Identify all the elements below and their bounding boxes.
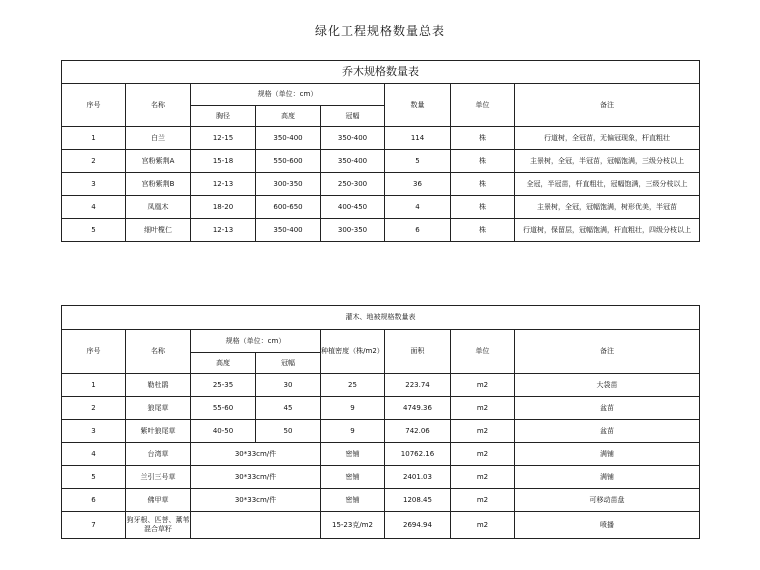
cell-area: 2694.94 bbox=[385, 512, 451, 539]
cell-unit: m2 bbox=[451, 374, 515, 397]
cell-area: 1208.45 bbox=[385, 489, 451, 512]
header-girth: 胸径 bbox=[191, 106, 256, 127]
cell-name: 凤凰木 bbox=[126, 196, 191, 219]
table-caption: 灌木、地被规格数量表 bbox=[62, 306, 700, 330]
cell-density: 15-23克/m2 bbox=[321, 512, 385, 539]
cell-crown: 250-300 bbox=[321, 173, 385, 196]
cell-index: 3 bbox=[62, 420, 126, 443]
header-unit: 单位 bbox=[451, 84, 515, 127]
cell-girth: 15-18 bbox=[191, 150, 256, 173]
header-name: 名称 bbox=[126, 330, 191, 374]
header-spec: 规格（单位：cm） bbox=[191, 84, 385, 106]
header-area: 面积 bbox=[385, 330, 451, 374]
cell-height: 350-400 bbox=[256, 219, 321, 242]
cell-unit: m2 bbox=[451, 512, 515, 539]
cell-crown: 45 bbox=[256, 397, 321, 420]
cell-area: 4749.36 bbox=[385, 397, 451, 420]
cell-area: 10762.16 bbox=[385, 443, 451, 466]
table-row bbox=[62, 397, 700, 420]
cell-area: 742.06 bbox=[385, 420, 451, 443]
cell-qty: 114 bbox=[385, 127, 451, 150]
cell-remark: 可移动苗盘 bbox=[515, 489, 700, 512]
header-crown: 冠幅 bbox=[256, 353, 321, 374]
table-row bbox=[62, 127, 700, 150]
header-height: 高度 bbox=[256, 106, 321, 127]
cell-remark: 盆苗 bbox=[515, 397, 700, 420]
cell-height: 350-400 bbox=[256, 127, 321, 150]
header-density: 种植密度（株/m2） bbox=[321, 330, 385, 374]
cell-crown: 50 bbox=[256, 420, 321, 443]
header-remark: 备注 bbox=[515, 84, 700, 127]
header-qty: 数量 bbox=[385, 84, 451, 127]
table-row bbox=[62, 173, 700, 196]
table-row bbox=[62, 443, 700, 466]
cell-unit: 株 bbox=[451, 196, 515, 219]
cell-remark: 全冠，半冠苗，杆直粗壮，冠幅饱满，三级分枝以上 bbox=[515, 173, 700, 196]
cell-index: 5 bbox=[62, 466, 126, 489]
cell-index: 1 bbox=[62, 127, 126, 150]
cell-index: 3 bbox=[62, 173, 126, 196]
cell-spec: 30*33cm/件 bbox=[191, 443, 321, 466]
cell-unit: 株 bbox=[451, 127, 515, 150]
cell-remark: 满铺 bbox=[515, 466, 700, 489]
cell-qty: 36 bbox=[385, 173, 451, 196]
cell-name: 狗牙根、匹菩、薰苇混合草籽 bbox=[126, 512, 191, 539]
cell-remark: 喷播 bbox=[515, 512, 700, 539]
cell-remark: 行道树，保留层，冠幅饱满，杆直粗壮，四级分枝以上 bbox=[515, 219, 700, 242]
header-height: 高度 bbox=[191, 353, 256, 374]
cell-name: 狼尾草 bbox=[126, 397, 191, 420]
cell-density: 密铺 bbox=[321, 489, 385, 512]
cell-crown: 400-450 bbox=[321, 196, 385, 219]
table-row bbox=[62, 489, 700, 512]
cell-index: 4 bbox=[62, 196, 126, 219]
header-remark: 备注 bbox=[515, 330, 700, 374]
cell-name: 台湾草 bbox=[126, 443, 191, 466]
header-spec: 规格（单位：cm） bbox=[191, 330, 321, 353]
header-crown: 冠幅 bbox=[321, 106, 385, 127]
cell-density: 9 bbox=[321, 420, 385, 443]
cell-height: 40-50 bbox=[191, 420, 256, 443]
cell-unit: 株 bbox=[451, 150, 515, 173]
table-caption: 乔木规格数量表 bbox=[62, 61, 700, 84]
shrub-spec-table bbox=[61, 305, 700, 539]
cell-index: 2 bbox=[62, 150, 126, 173]
header-index: 序号 bbox=[62, 84, 126, 127]
cell-remark: 主景树，全冠，半冠苗，冠幅饱满，三级分枝以上 bbox=[515, 150, 700, 173]
cell-spec: 30*33cm/件 bbox=[191, 489, 321, 512]
tree-spec-table bbox=[61, 60, 700, 242]
cell-crown: 300-350 bbox=[321, 219, 385, 242]
page-title: 绿化工程规格数量总表 bbox=[314, 24, 445, 38]
header-unit: 单位 bbox=[451, 330, 515, 374]
cell-unit: m2 bbox=[451, 466, 515, 489]
cell-crown: 350-400 bbox=[321, 150, 385, 173]
cell-area: 2401.03 bbox=[385, 466, 451, 489]
cell-index: 2 bbox=[62, 397, 126, 420]
cell-name: 细叶榄仁 bbox=[126, 219, 191, 242]
cell-index: 1 bbox=[62, 374, 126, 397]
cell-girth: 18-20 bbox=[191, 196, 256, 219]
table-row bbox=[62, 374, 700, 397]
cell-density: 密铺 bbox=[321, 443, 385, 466]
cell-crown: 350-400 bbox=[321, 127, 385, 150]
table-row bbox=[62, 420, 700, 443]
cell-index: 6 bbox=[62, 489, 126, 512]
cell-height: 550-600 bbox=[256, 150, 321, 173]
cell-unit: 株 bbox=[451, 219, 515, 242]
cell-index: 7 bbox=[62, 512, 126, 539]
header-index: 序号 bbox=[62, 330, 126, 374]
cell-area: 223.74 bbox=[385, 374, 451, 397]
cell-girth: 12-15 bbox=[191, 127, 256, 150]
cell-unit: m2 bbox=[451, 443, 515, 466]
cell-remark: 行道树，全冠苗，无偏冠现象，杆直粗壮 bbox=[515, 127, 700, 150]
table-row bbox=[62, 512, 700, 539]
cell-remark: 盆苗 bbox=[515, 420, 700, 443]
cell-unit: m2 bbox=[451, 397, 515, 420]
cell-height: 600-650 bbox=[256, 196, 321, 219]
cell-name: 紫叶狼尾草 bbox=[126, 420, 191, 443]
cell-name: 宫粉紫荆B bbox=[126, 173, 191, 196]
cell-unit: m2 bbox=[451, 420, 515, 443]
cell-density: 密铺 bbox=[321, 466, 385, 489]
cell-name: 佛甲草 bbox=[126, 489, 191, 512]
table-row bbox=[62, 219, 700, 242]
table-row bbox=[62, 196, 700, 219]
cell-height: 55-60 bbox=[191, 397, 256, 420]
cell-name: 兰引三号草 bbox=[126, 466, 191, 489]
cell-spec bbox=[191, 512, 321, 539]
cell-crown: 30 bbox=[256, 374, 321, 397]
cell-unit: m2 bbox=[451, 489, 515, 512]
cell-density: 25 bbox=[321, 374, 385, 397]
table-row bbox=[62, 466, 700, 489]
cell-girth: 12-13 bbox=[191, 219, 256, 242]
cell-qty: 6 bbox=[385, 219, 451, 242]
cell-density: 9 bbox=[321, 397, 385, 420]
header-name: 名称 bbox=[126, 84, 191, 127]
table-row bbox=[62, 150, 700, 173]
cell-girth: 12-13 bbox=[191, 173, 256, 196]
cell-name: 勒杜鹃 bbox=[126, 374, 191, 397]
cell-index: 5 bbox=[62, 219, 126, 242]
cell-remark: 主景树，全冠，冠幅饱满，树形优美，半冠苗 bbox=[515, 196, 700, 219]
cell-height: 300-350 bbox=[256, 173, 321, 196]
cell-name: 白兰 bbox=[126, 127, 191, 150]
cell-remark: 满铺 bbox=[515, 443, 700, 466]
cell-spec: 30*33cm/件 bbox=[191, 466, 321, 489]
cell-qty: 5 bbox=[385, 150, 451, 173]
cell-unit: 株 bbox=[451, 173, 515, 196]
cell-qty: 4 bbox=[385, 196, 451, 219]
cell-remark: 大袋苗 bbox=[515, 374, 700, 397]
cell-name: 宫粉紫荆A bbox=[126, 150, 191, 173]
cell-index: 4 bbox=[62, 443, 126, 466]
cell-height: 25-35 bbox=[191, 374, 256, 397]
